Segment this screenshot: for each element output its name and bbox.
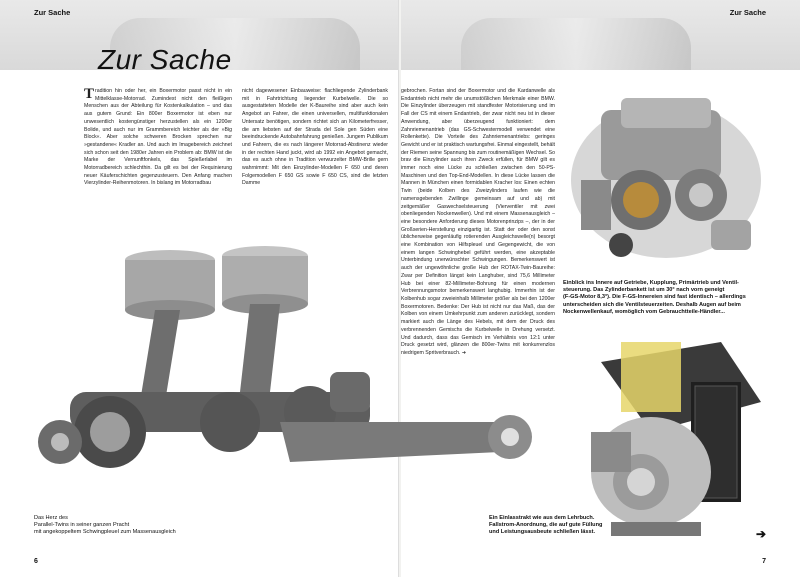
text-column-2: nicht dagewesener Einbauweise: flachliegende Zylinderbank mit in Fahrtrichtung liegender Kurbelwelle. Die so ausgestatteten Modelle der K-Baureihe sind aber auch kein Angebot an Fahrer, die einen universellen, multifunktionalen Untersatz benötigen, sondern richtet sich an Kilometerfresser, die am liebsten auf der Strada del Sole gen Süden eine beeindruckende Autobahnfahrung genießen. Jungem Publikum und Fahrern, die es nach längerer Motorrad-Abstinenz wieder in der rechten Hand juckt, wird ab 1992 ein Angebot gemacht, das es auch ohne in Tradition verwurzelter BMW-Brille gern wahrnimmt: Mit den Einzylinder-Modellen F 650 und deren Folgemodellen F 650 GS sowie F 650 CS, sind die letzten Damme [242,88,388,187]
caption-line: und Leistungsausbeute schließen lässt. [489,529,595,536]
dropcap: T [84,86,95,102]
crankshaft-piston-photo [30,232,550,512]
caption-line: Nockenwellenkauf, womöglich vom Gebrauchtteile-Händler... [563,308,725,315]
caption-line: Das Herz des [34,515,68,521]
caption-line: Ein Einlasstrakt wie aus dem Lehrbuch. [489,515,595,521]
engine-gearbox-photo [561,80,771,270]
caption-line: mit angekoppeltem Schwingpleuel zum Massenausgleich [34,529,176,536]
engine-intake-photo [571,322,771,542]
caption-line: Parallel-Twins in seiner ganzen Pracht [34,522,130,529]
page-number-right: 7 [762,558,766,565]
motorcycle-silhouette [461,18,691,70]
caption-line: Einblick ins Innere auf Getriebe, Kupplung, Primärtrieb und Ventil- [563,280,739,286]
caption-line: Fallstrom-Anordnung, die auf gute Füllung [489,522,603,529]
section-label-right: Zur Sache [729,8,766,17]
caption-line: (F-GS-Motor 8,3°). Die F-GS-Innereien sind fast identisch – allerdings [563,294,746,301]
photo-caption-left [34,515,254,537]
continue-arrow-icon: ➔ [755,527,766,541]
text-column-3: gebrochen. Fortan sind der Boxermotor und die Kardanwelle als Endantrieb nicht mehr die unumstößlichen Merkmale einer BMW. Die Einzylinder überzeugen mit standfester Motorisierung und im Fall der CS mit einem Endantrieb, der zwar nicht neu ist in dieser Anwendung, aber überzeugend funktioniert: dem Zahnriemenantrieb (das GS-Schwestermodell verwendet eine Rollenkette). Die Vorteile des Zahnriemenantriebs: geringes Gewicht und er ist praktisch wartungsfrei. Einmal eingestellt, behält der Riemen seine Spannung bis zum routinemäßigen Wechsel. So brav die Einzylinder auch ihren Zweck erfüllen, für BMW gilt es immer noch eine Lücke zu schließen zwischen den 50-PS-Maschinen und den Top-End-Modellen. In diese Lücke lassen die Mannen in München einen formidablen Kracher los: Einen echten Twin (beide Kolben des Zweizylinders laufen wie die namensgebenden Zwillinge gemeinsam auf und ab) mit zeitgemäßer Gaswechselsteuerung (Vierventiler mit zwei obenliegenden Nockenwellen). Und mit einem Massenausgleich – eine besondere Anforderung dieses Motorenprinzips –, der in der Großserien-Herstellung einzigartig ist. Statt der oder den sonst üblicherweise gegenläufig rotierenden Ausgleichswelle(n) besorgt eine Kombination von Hilfspleuel und Gegengewicht, die von einem langen Schwinghebel geführt werden, eine akzeptable Unterbindung unerwünschter Schwingungen. Bemerkenswert ist auch der ungewöhnliche große Hub der ROTAX-Twin-Baureihe: Zwar per Definition längst kein Langhuber, sind 75,6 Millimeter Hub bei einer 82-Millimeter-Bohrung für einen modernen Verbrennungsmotor bemerkenswert langhubig. Immerhin ist der Kolbenhub sogar zweieinhalb Millimeter größer als bei den 1200er Boxermotoren. Bedenke: Der Hub ist nicht nur das Maß, das der Kolben von einem Umkehrpunkt zum anderen zurücklegt, sondern markiert auch die Länge des Hebels, mit dem der Druck des verbrennenden Gemischs die Kurbelwelle in Drehung versetzt. Und dadurch, dass das Gemisch im Verhältnis von 12:1 unter Druck gesetzt wird, glänzen die 800er-Twins mit konkurrenzlos niedrigem Spritverbrauch. ➜ [401,88,555,356]
column-1-text: radition hin oder her, ein Boxermotor passt nicht in ein Mittelklasse-Motorrad. Zumindest nicht den fleißigen Menschen aus der Abteilung für Kostenkalkulation – und das aus gutem Grund: Ein 800er Boxermotor ist eben nur unwesentlich kostengünstiger herzustellen als ein 1200er Bolide, und auch nur im Grammbereich leichter als der »Big Block«. Aber solche schweren Brocken sprechen nur »gestandene« Kradler an. Und auch im Imagebereich zeichnet sich schon seit den 1980er Jahren ein Problem ab: BMW ist die Marke der Vernunftfonkels, das Spießerlabel im Motorradbereich schlechthin. Da gilt es bei der Requinierung neuer Käuferschichten gegenzusteuern. Den Anfang machen Vierzylinder-Reihenmotoren. In bislang im Motorradbau [84,88,232,187]
section-label-left: Zur Sache [34,8,71,17]
caption-line: unterscheiden sich die Ventilsteuerzeiten. Deshalb Augen auf beim [563,301,741,308]
page-title: Zur Sache [98,44,232,75]
page-number-left: 6 [34,558,38,565]
photo-caption-top-right [563,280,783,316]
caption-line: steuerung. Das Zylinderbankett ist um 30° nach vorn geneigt [563,287,725,294]
photo-caption-bottom-right [489,515,669,537]
text-column-1 [84,88,232,188]
